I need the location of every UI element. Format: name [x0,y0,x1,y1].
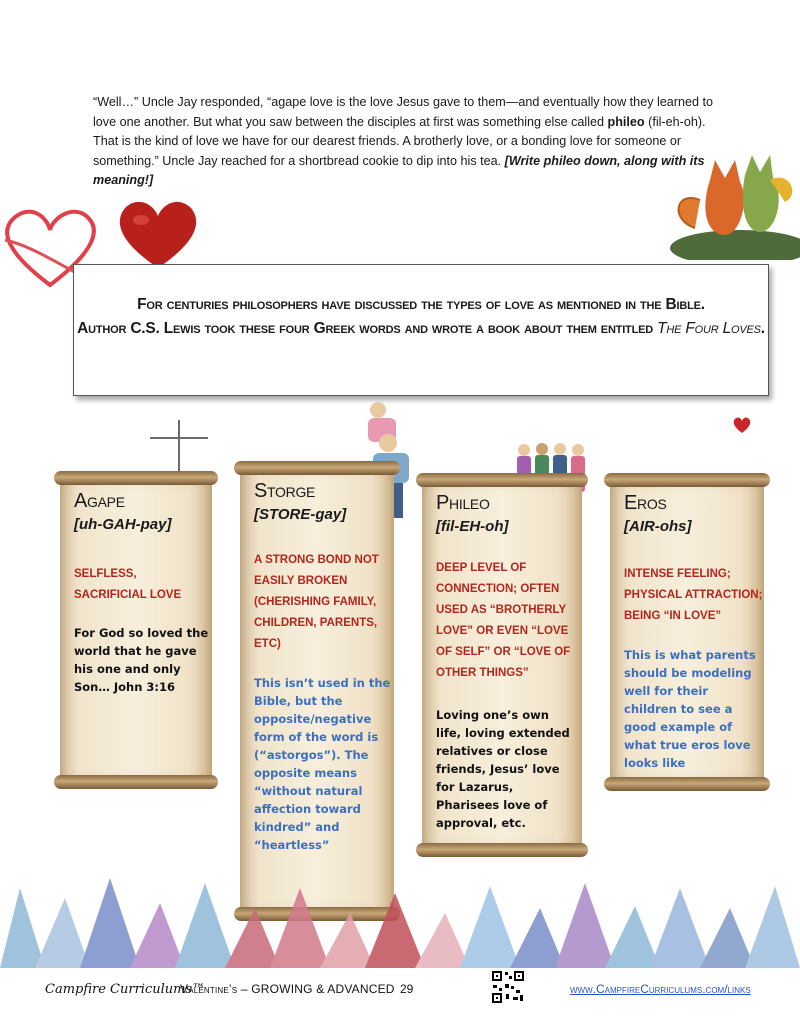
quote-box [73,264,769,396]
foxes-illustration-icon [655,140,800,260]
card-definition: DEEP LEVEL OF CONNECTION; OFTEN USED AS “BROTHERLY LOVE” OR EVEN “LOVE OF SELF” OR “LOVE OF OTHER THINGS” [436,562,571,679]
intro-text-2: (fil-eh-oh). That is the kind of love we have for our dearest friends. A brotherly love, or a bonding love for someone or something.” Uncle Jay reached for a shortbread cookie to dip into his tea. [93,114,706,168]
card-body: Loving one’s own life, loving extended relatives or close friends, Jesus’ love for Lazarus, Pharisees love of approval, etc. [436,708,570,830]
intro-instruction: [Write phileo down, along with its meaning!] [93,153,705,187]
website-link[interactable]: www.CampfireCurriculums.com/links [570,982,751,996]
card-pronunciation: [fil-EH-oh] [436,518,509,535]
card-definition: SELFLESS, SACRIFICIAL LOVE [74,568,182,601]
quote-line-2-prefix: Author C.S. Lewis took these four Greek words and wrote a book about them entitled [77,320,658,337]
card-definition: A STRONG BOND NOT EASILY BROKEN (CHERISHING FAMILY, CHILDREN, PARENTS, ETC) [254,554,379,650]
card-title: Eros [624,492,667,514]
card-pronunciation: [STORE-gay] [254,506,347,523]
card-pronunciation: [uh-GAH-pay] [74,516,172,533]
card-title: Agape [74,490,125,512]
intro-text-1: “Well…” Uncle Jay responded, “agape love is the love Jesus gave to them—and eventually how they learned to love one another. But what you saw between the disciples at first was something else called [93,95,714,129]
card-definition: INTENSE FEELING; PHYSICAL ATTRACTION; BEING “IN LOVE” [624,568,763,622]
card-eros [610,478,764,786]
quote-line-2-suffix: . [760,320,765,337]
card-body: For God so loved the world that he gave his one and only Son… John 3:16 [74,626,209,694]
qr-code-icon[interactable] [491,970,525,1004]
footer [0,968,800,1008]
page-number: 29 [400,982,414,996]
mountains-border-icon [0,858,800,968]
footer-subtitle: Valentine’s – GROWING & ADVANCED [180,982,395,996]
card-phileo [422,478,582,852]
card-note: This isn’t used in the Bible, but the opposite/negative form of the word is (“astorgos”). The opposite means “without natural affection toward kindred” and “heartless” [254,676,391,852]
card-note: This is what parents should be modeling well for their children to see a good example of what true eros love looks like [624,648,756,770]
heart-icon [113,198,203,270]
card-pronunciation: [AIR-ohs] [624,518,692,535]
quote-line-2 [74,317,768,341]
card-title: Phileo [436,492,490,514]
book-title: The Four Loves [657,320,761,337]
card-agape [60,476,212,784]
card-storge [240,466,394,916]
small-heart-icon [732,416,752,434]
footer-brand: Campfire Curriculums™ [45,982,206,997]
quote-line-1: For centuries philosophers have discussed the types of love as mentioned in the Bible. [137,296,705,313]
intro-paragraph [93,93,723,191]
card-title: Storge [254,480,316,502]
intro-bold-word: phileo [607,114,645,129]
